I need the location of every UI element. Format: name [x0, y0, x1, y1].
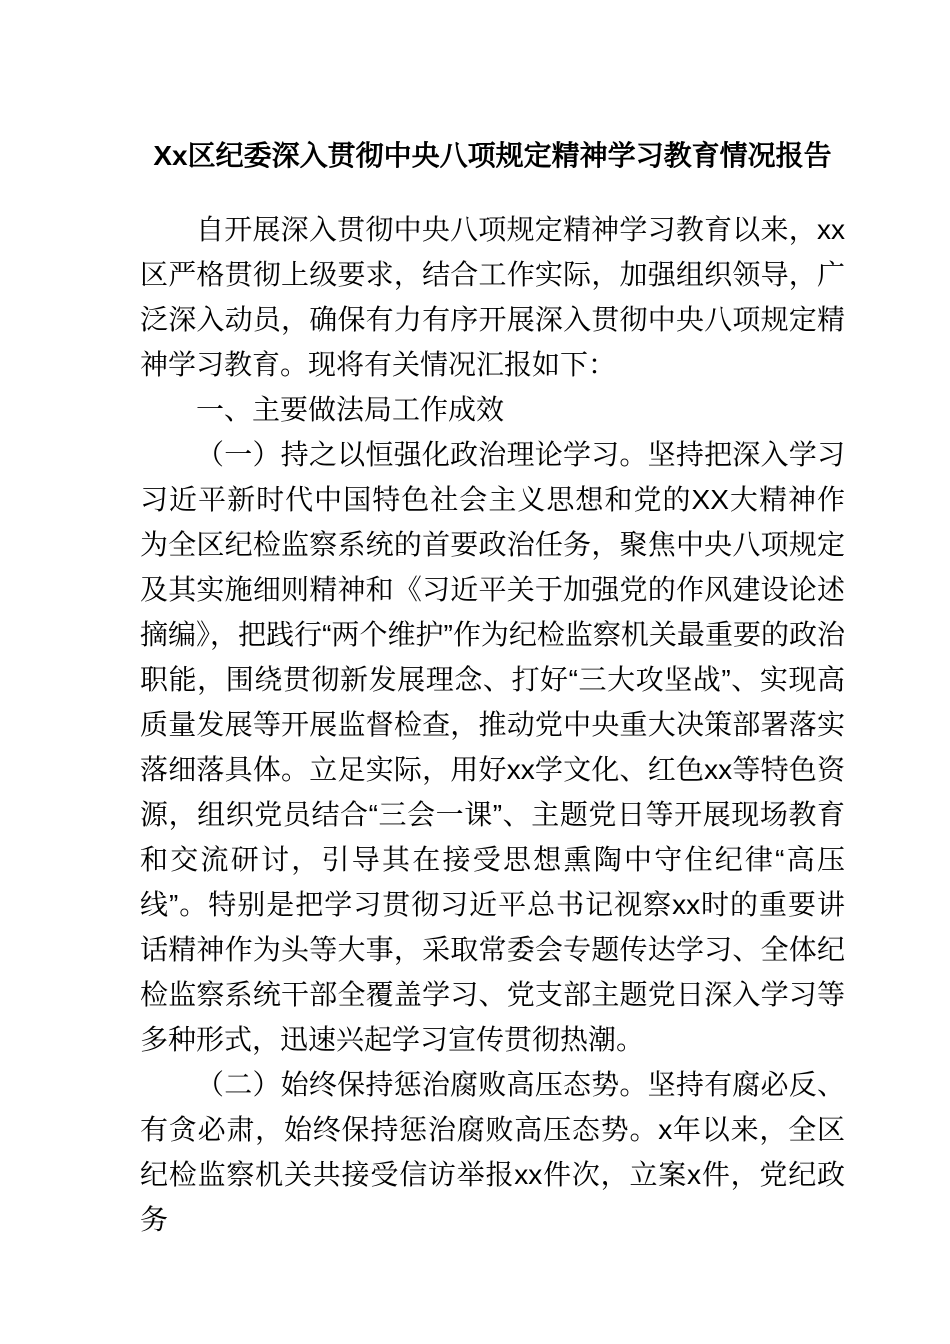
document-title: Xx区纪委深入贯彻中央八项规定精神学习教育情况报告 [153, 140, 832, 171]
paragraph-section-1-2: （二）始终保持惩治腐败高压态势。坚持有腐必反、有贪必肃，始终保持惩治腐败高压态势。x年以来，全区纪检监察机关共接受信访举报xx件次，立案x件，党纪政务 [140, 1069, 845, 1235]
paragraph-intro: 自开展深入贯彻中央八项规定精神学习教育以来，xx区严格贯彻上级要求，结合工作实际，加强组织领导，广泛深入动员，确保有力有序开展深入贯彻中央八项规定精神学习教育。现将有关情况汇报如下： [140, 214, 845, 380]
paragraph-section-1-1: （一）持之以恒强化政治理论学习。坚持把深入学习习近平新时代中国特色社会主义思想和党的XX大精神作为全区纪检监察系统的首要政治任务，聚焦中央八项规定及其实施细则精神和《习近平关于加强党的作风建设论述摘编》，把践行“两个维护”作为纪检监察机关最重要的政治职能，围绕贯彻新发展理念、打好“三大攻坚战”、实现高质量发展等开展监督检查，推动党中央重大决策部署落实落细落具体。立足实际，用好xx学文化、红色xx等特色资源，组织党员结合“三会一课”、主题党日等开展现场教育和交流研讨，引导其在接受思想熏陶中守住纪律“高压线”。特别是把学习贯彻习近平总书记视察xx时的重要讲话精神作为头等大事，采取常委会专题传达学习、全体纪检监察系统干部全覆盖学习、党支部主题党日深入学习等多种形式，迅速兴起学习宣传贯彻热潮。 [140, 439, 845, 1055]
section-heading-1: 一、主要做法局工作成效 [196, 394, 505, 425]
